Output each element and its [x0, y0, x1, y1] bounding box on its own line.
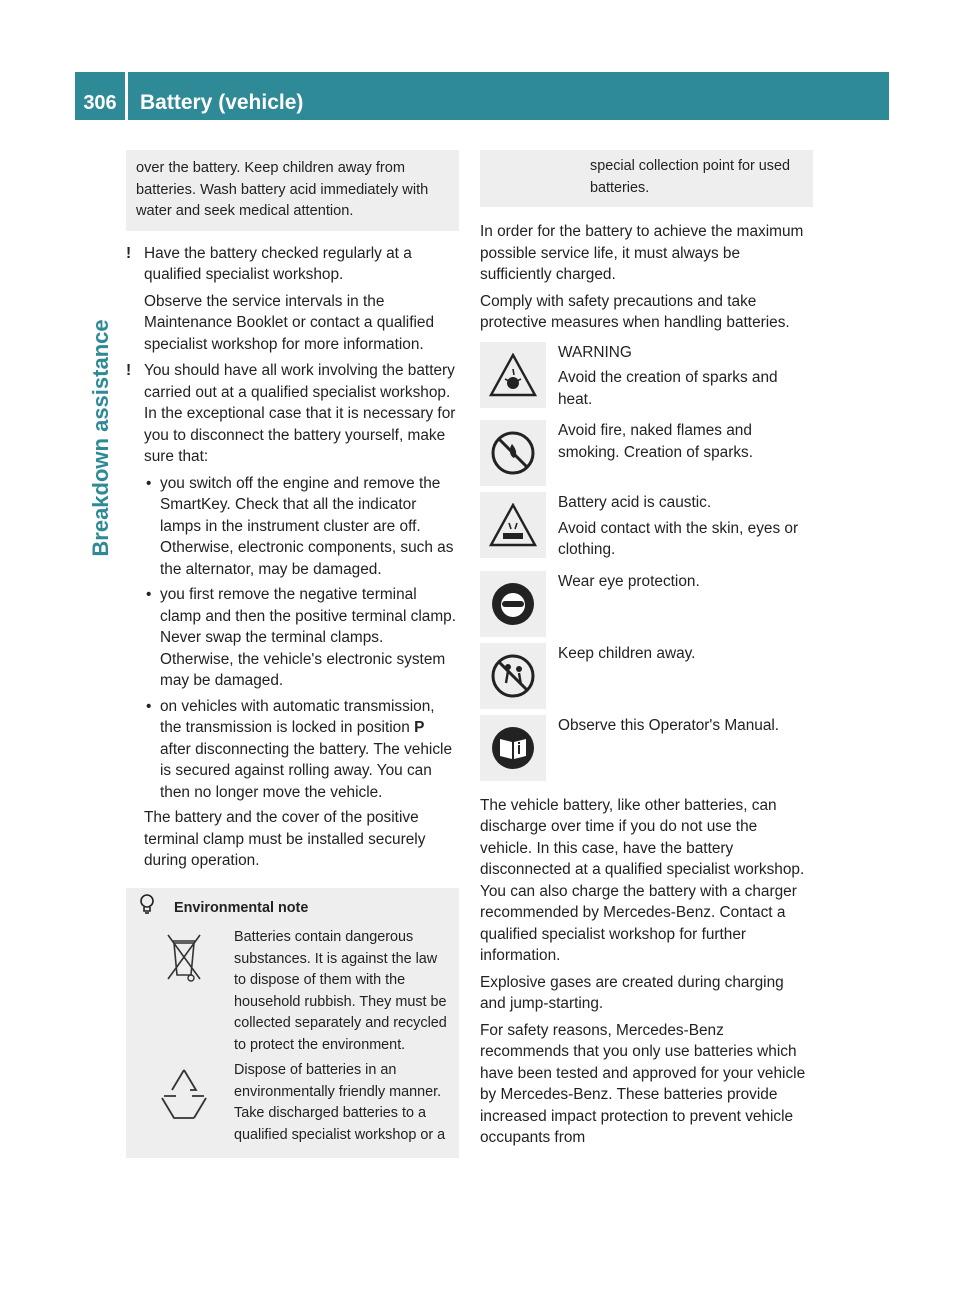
page-title: Battery (vehicle) — [128, 72, 889, 120]
environmental-note-header — [134, 894, 451, 924]
caustic-warning-icon — [480, 492, 546, 558]
gear-position: P — [414, 719, 425, 736]
warning-text — [558, 420, 813, 486]
paragraph: In order for the battery to achieve the maximum possible service life, it must always be sufficiently charged. — [480, 223, 804, 283]
environmental-note-box — [126, 888, 459, 1159]
left-column — [126, 150, 459, 1158]
list-item-text: on vehicles with automatic transmission, the transmission is locked in position — [160, 697, 435, 736]
warning-title: WARNING — [558, 343, 632, 361]
operators-manual-icon — [480, 715, 546, 781]
warning-row-eye-protection — [480, 571, 813, 637]
warning-row-no-fire — [480, 420, 813, 486]
warning-detail: Observe this Operator's Manual. — [558, 716, 780, 734]
paragraph: Explosive gases are created during charging and jump-starting. — [480, 973, 784, 1012]
warning-detail: Avoid fire, naked flames and smoking. Creation of sparks. — [558, 422, 754, 461]
note-text: Have the battery checked regularly at a qualified specialist workshop. — [144, 244, 412, 283]
env-row — [134, 1060, 451, 1146]
page-number: 306 — [75, 72, 125, 120]
warning-row-caustic — [480, 492, 813, 565]
paragraph: For safety reasons, Mercedes-Benz recommends that you only use batteries which have been tested and approved for your vehicle by Mercedes-Benz. These batteries provide increased impact protection to prevent vehicle occupants from — [480, 1021, 806, 1146]
note-icon: ! — [126, 244, 132, 262]
bullet-icon: • — [146, 586, 152, 603]
env-text: Batteries contain dangerous substances. It is against the law to dispose of them with the household rubbish. They must be collected separately and recycled to protect the environment. — [234, 929, 447, 1053]
env-row — [134, 927, 451, 1056]
right-column — [480, 150, 813, 1154]
warning-text — [558, 643, 813, 709]
warning-text — [558, 492, 813, 565]
list-item-text: you switch off the engine and remove the SmartKey. Check that all the indicator lamps in the instrument cluster are off. Otherwise, electronic components, such as the alternator, may be damaged. — [160, 474, 454, 578]
crossed-bin-icon — [134, 927, 234, 1056]
keep-children-away-icon — [480, 643, 546, 709]
warning-text — [558, 571, 813, 637]
list-item-text: you first remove the negative terminal clamp and then the positive terminal clamp. Never swap the terminal clamps. Otherwise, the vehicle's electronic system may be damaged. — [160, 586, 456, 689]
no-fire-icon — [480, 420, 546, 486]
bullet-icon: • — [146, 474, 152, 492]
warning-text — [558, 715, 813, 781]
note-battery-check — [126, 243, 459, 356]
warning-row-explosive — [480, 342, 813, 415]
note-disconnect — [126, 360, 459, 468]
warning-text — [558, 342, 813, 415]
eye-protection-icon — [480, 571, 546, 637]
note-text-2: Observe the service intervals in the Maintenance Booklet or contact a qualified specialist workshop for more information. — [144, 292, 435, 353]
list-item — [126, 473, 459, 581]
note-text: You should have all work involving the battery carried out at a qualified specialist workshop. In the exceptional case that it is necessary for you to disconnect the battery yourself, make sure that: — [144, 362, 456, 465]
note-icon: ! — [126, 362, 132, 379]
warning-detail: Wear eye protection. — [558, 572, 700, 590]
paragraph: Comply with safety precautions and take protective measures when handling batteries. — [480, 292, 790, 331]
lightbulb-icon — [134, 894, 160, 924]
warning-detail: Avoid the creation of sparks and heat. — [558, 369, 778, 408]
list-item — [126, 696, 459, 804]
list-item — [126, 584, 459, 692]
bullet-icon: • — [146, 697, 152, 715]
paragraph: The battery and the cover of the positive terminal clamp must be installed securely during operation. — [144, 809, 426, 869]
recycling-icon — [134, 1060, 234, 1146]
warning-title: Battery acid is caustic. — [558, 494, 712, 511]
environmental-note-continued: special collection point for used batteries. — [480, 150, 813, 207]
explosion-warning-icon — [480, 342, 546, 408]
environmental-note-title: Environmental note — [174, 899, 309, 916]
list-item-text-end: after disconnecting the battery. The vehicle is secured against rolling away. You can then no longer move the vehicle. — [160, 740, 453, 801]
warning-detail: Keep children away. — [558, 644, 696, 662]
warning-row-children — [480, 643, 813, 709]
paragraph: The vehicle battery, like other batteries, can discharge over time if you do not use the vehicle. In this case, have the battery disconnected at a qualified specialist workshop. You can also charge the battery with a charger recommended by Mercedes-Benz. Contact a qualified specialist workshop for further information. — [480, 796, 805, 964]
warning-row-manual — [480, 715, 813, 781]
section-tab-label: Breakdown assistance — [88, 318, 113, 557]
env-text: Dispose of batteries in an environmentally friendly manner. Take discharged batteries to a qualified specialist workshop or a — [234, 1062, 446, 1143]
warning-detail: Avoid contact with the skin, eyes or clothing. — [558, 519, 799, 558]
warning-box-continued: over the battery. Keep children away from batteries. Wash battery acid immediately with water and seek medical attention. — [126, 150, 459, 231]
section-tab — [82, 126, 120, 749]
